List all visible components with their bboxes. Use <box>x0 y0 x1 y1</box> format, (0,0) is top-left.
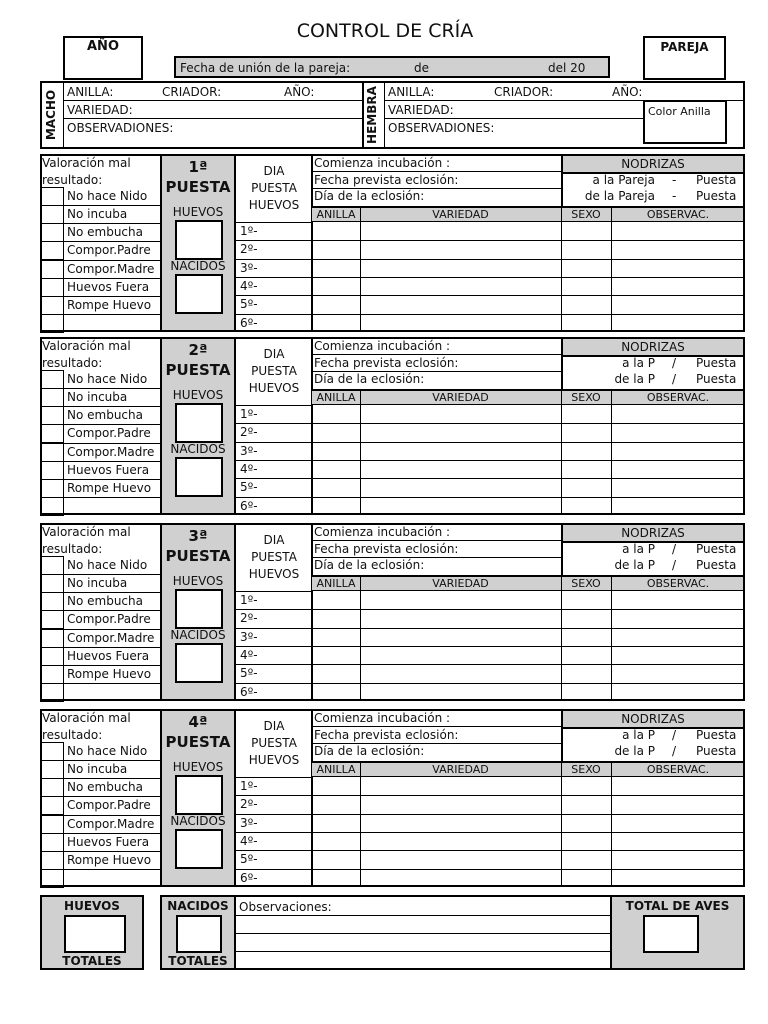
union-label: Fecha de unión de la pareja: <box>180 61 351 75</box>
eval-item: Huevos Fuera <box>67 280 150 294</box>
day-label: 1º- <box>240 779 258 793</box>
col-anilla: ANILLA <box>316 763 356 776</box>
macho-variedad: VARIEDAD: <box>67 103 133 117</box>
chick-row[interactable] <box>312 259 743 260</box>
nodriza-1b: / <box>672 542 677 556</box>
nacidos-field[interactable] <box>175 274 223 314</box>
eval-item: Compor.Madre <box>67 631 155 645</box>
hembra-anilla: ANILLA: <box>388 85 435 99</box>
puesta-number: 1ª <box>188 158 208 176</box>
eval-title-1: Valoración mal <box>42 711 131 725</box>
eval-checkbox[interactable] <box>40 205 64 224</box>
eval-title-2: resultado: <box>42 728 103 742</box>
eval-title-2: resultado: <box>42 173 103 187</box>
dia-puesta-label: PUESTA <box>251 364 297 378</box>
huevos-field[interactable] <box>175 589 223 629</box>
macho-criador: CRIADOR: <box>162 85 222 99</box>
day-label: 2º- <box>240 797 258 811</box>
dia-huevos-label: HUEVOS <box>248 381 300 395</box>
eval-item: Compor.Madre <box>67 817 155 831</box>
huevos-label: HUEVOS <box>172 388 224 402</box>
day-label: 4º- <box>240 279 258 293</box>
day-label: 6º- <box>240 316 258 330</box>
nodriza-2b: - <box>672 189 677 203</box>
eval-checkbox[interactable] <box>40 869 64 888</box>
eval-item: Huevos Fuera <box>67 463 150 477</box>
hembra-observaciones: OBSERVADIONES: <box>388 121 495 135</box>
day-label: 3º- <box>240 261 258 275</box>
day-label: 4º- <box>240 462 258 476</box>
day-label: 6º- <box>240 499 258 513</box>
chick-row[interactable] <box>312 460 743 461</box>
day-label: 1º- <box>240 593 258 607</box>
eval-checkbox[interactable] <box>40 647 64 666</box>
hembra-label: HEMBRA <box>365 86 379 144</box>
day-label: 3º- <box>240 816 258 830</box>
comienza-label: Comienza incubación : <box>314 156 451 170</box>
eval-checkbox[interactable] <box>40 296 64 315</box>
eval-item: Huevos Fuera <box>67 649 150 663</box>
dia-label: DIA <box>263 719 285 733</box>
eval-item: Compor.Padre <box>67 612 151 626</box>
nacidos-field[interactable] <box>175 829 223 869</box>
nodriza-2c: Puesta <box>696 744 737 758</box>
chick-row[interactable] <box>312 850 743 851</box>
day-label: 3º- <box>240 630 258 644</box>
col-observac: OBSERVAC. <box>646 763 710 776</box>
puesta-label: PUESTA <box>165 361 231 379</box>
dia-puesta-label: PUESTA <box>251 736 297 750</box>
eval-checkbox[interactable] <box>40 424 64 443</box>
union-de: de <box>414 61 429 75</box>
col-sexo: SEXO <box>571 208 601 221</box>
eval-checkbox[interactable] <box>40 479 64 498</box>
col-observac: OBSERVAC. <box>646 391 710 404</box>
eval-item: Compor.Padre <box>67 798 151 812</box>
eval-checkbox[interactable] <box>40 461 64 480</box>
nodriza-1a: a la Pareja <box>592 173 655 187</box>
hembra-ano: AÑO: <box>612 85 643 99</box>
total-huevos-box <box>40 895 144 970</box>
puesta-label: PUESTA <box>165 178 231 196</box>
dia-label: DIA <box>263 347 285 361</box>
huevos-label: HUEVOS <box>172 574 224 588</box>
chick-row[interactable] <box>312 795 743 796</box>
eval-item: No incuba <box>67 207 128 221</box>
day-label: 6º- <box>240 685 258 699</box>
nodriza-2a: de la P <box>614 558 655 572</box>
chick-row[interactable] <box>312 609 743 610</box>
eval-title-2: resultado: <box>42 356 103 370</box>
footer-observaciones-label: Observaciones: <box>239 900 332 914</box>
dia-eclosion-label: Día de la eclosión: <box>314 189 425 203</box>
huevos-label: HUEVOS <box>172 205 224 219</box>
nacidos-label: NACIDOS <box>170 814 226 828</box>
col-anilla: ANILLA <box>316 391 356 404</box>
page-title: CONTROL DE CRÍA <box>296 20 474 42</box>
nodriza-1b: - <box>672 173 677 187</box>
eval-checkbox[interactable] <box>40 556 64 575</box>
eval-checkbox[interactable] <box>40 241 64 260</box>
eval-checkbox[interactable] <box>40 742 64 761</box>
nodriza-2b: / <box>672 744 677 758</box>
eval-item: No embucha <box>67 225 143 239</box>
nodriza-2b: / <box>672 372 677 386</box>
nodriza-1c: Puesta <box>696 356 737 370</box>
chick-row[interactable] <box>312 814 743 815</box>
huevos-label: HUEVOS <box>172 760 224 774</box>
footer-totales-label: TOTALES <box>62 954 122 968</box>
chick-row[interactable] <box>312 646 743 647</box>
nodriza-1c: Puesta <box>696 542 737 556</box>
nacidos-field[interactable] <box>175 643 223 683</box>
eval-checkbox[interactable] <box>40 223 64 242</box>
fecha-prevista-label: Fecha prevista eclosión: <box>314 356 459 370</box>
chick-row[interactable] <box>312 240 743 241</box>
nodriza-2a: de la P <box>614 372 655 386</box>
col-variedad: VARIEDAD <box>432 391 489 404</box>
nacidos-label: NACIDOS <box>170 259 226 273</box>
eval-item: No embucha <box>67 408 143 422</box>
eval-checkbox[interactable] <box>40 796 64 815</box>
day-label: 5º- <box>240 297 258 311</box>
eval-checkbox[interactable] <box>40 665 64 684</box>
nodriza-2c: Puesta <box>696 189 737 203</box>
dia-huevos-label: HUEVOS <box>248 567 300 581</box>
pair-label: PAREJA <box>660 40 709 54</box>
eval-checkbox[interactable] <box>40 833 64 852</box>
eval-checkbox[interactable] <box>40 443 64 462</box>
eval-title-1: Valoración mal <box>42 339 131 353</box>
huevos-field[interactable] <box>175 775 223 815</box>
color-anilla-label: Color Anilla <box>648 105 711 118</box>
nodriza-2a: de la P <box>614 744 655 758</box>
puesta-number: 3ª <box>188 527 208 545</box>
day-label: 1º- <box>240 224 258 238</box>
eval-checkbox[interactable] <box>40 314 64 333</box>
day-label: 4º- <box>240 834 258 848</box>
col-variedad: VARIEDAD <box>432 577 489 590</box>
macho-anilla: ANILLA: <box>67 85 114 99</box>
eval-item: No incuba <box>67 390 128 404</box>
nodrizas-label: NODRIZAS <box>621 340 685 354</box>
nacidos-label: NACIDOS <box>170 442 226 456</box>
total-nacidos-box <box>160 895 236 970</box>
eval-item: Compor.Madre <box>67 445 155 459</box>
nodriza-1a: a la P <box>622 356 655 370</box>
day-label: 2º- <box>240 611 258 625</box>
dia-puesta-label: PUESTA <box>251 550 297 564</box>
total-aves-label: TOTAL DE AVES <box>625 899 730 913</box>
nacidos-label: NACIDOS <box>170 628 226 642</box>
eval-title-2: resultado: <box>42 542 103 556</box>
eval-item: Compor.Madre <box>67 262 155 276</box>
col-observac: OBSERVAC. <box>646 208 710 221</box>
eval-checkbox[interactable] <box>40 260 64 279</box>
eval-item: Rompe Huevo <box>67 298 152 312</box>
comienza-label: Comienza incubación : <box>314 339 451 353</box>
col-variedad: VARIEDAD <box>432 208 489 221</box>
day-label: 3º- <box>240 444 258 458</box>
chick-row[interactable] <box>312 277 743 278</box>
nodriza-2c: Puesta <box>696 558 737 572</box>
puesta-label: PUESTA <box>165 547 231 565</box>
eval-item: No hace Nido <box>67 372 148 386</box>
eval-checkbox[interactable] <box>40 592 64 611</box>
footer-nacidos-totales-label: TOTALES <box>168 954 228 968</box>
day-label: 5º- <box>240 480 258 494</box>
year-box <box>63 36 143 80</box>
dia-eclosion-label: Día de la eclosión: <box>314 372 425 386</box>
chick-row[interactable] <box>312 478 743 479</box>
eval-item: No incuba <box>67 576 128 590</box>
eval-item: Rompe Huevo <box>67 481 152 495</box>
color-anilla-box <box>643 100 727 144</box>
eval-item: No incuba <box>67 762 128 776</box>
day-label: 6º- <box>240 871 258 885</box>
dia-eclosion-label: Día de la eclosión: <box>314 744 425 758</box>
col-sexo: SEXO <box>571 577 601 590</box>
hembra-criador: CRIADOR: <box>494 85 554 99</box>
eval-item: Compor.Padre <box>67 243 151 257</box>
col-variedad: VARIEDAD <box>432 763 489 776</box>
eval-item: Compor.Padre <box>67 426 151 440</box>
fecha-prevista-label: Fecha prevista eclosión: <box>314 542 459 556</box>
eval-checkbox[interactable] <box>40 629 64 648</box>
eval-checkbox[interactable] <box>40 851 64 870</box>
col-sexo: SEXO <box>571 391 601 404</box>
col-anilla: ANILLA <box>316 208 356 221</box>
nodriza-1a: a la P <box>622 542 655 556</box>
nodrizas-label: NODRIZAS <box>621 157 685 171</box>
union-del: del 20 <box>548 61 586 75</box>
footer-huevos-label: HUEVOS <box>64 899 120 913</box>
eval-checkbox[interactable] <box>40 370 64 389</box>
fecha-prevista-label: Fecha prevista eclosión: <box>314 173 459 187</box>
eval-checkbox[interactable] <box>40 388 64 407</box>
eval-item: No hace Nido <box>67 744 148 758</box>
day-label: 2º- <box>240 242 258 256</box>
nodriza-1c: Puesta <box>696 173 737 187</box>
eval-checkbox[interactable] <box>40 497 64 516</box>
macho-label: MACHO <box>44 89 58 141</box>
puesta-number: 2ª <box>188 341 208 359</box>
nodriza-1a: a la P <box>622 728 655 742</box>
chick-row[interactable] <box>312 683 743 684</box>
eval-checkbox[interactable] <box>40 683 64 702</box>
dia-huevos-label: HUEVOS <box>248 198 300 212</box>
day-label: 5º- <box>240 666 258 680</box>
chick-row[interactable] <box>312 664 743 665</box>
puesta-label: PUESTA <box>165 733 231 751</box>
dia-label: DIA <box>263 164 285 178</box>
eval-checkbox[interactable] <box>40 610 64 629</box>
chick-row[interactable] <box>312 832 743 833</box>
hembra-variedad: VARIEDAD: <box>388 103 454 117</box>
dia-label: DIA <box>263 533 285 547</box>
eval-checkbox[interactable] <box>40 187 64 206</box>
col-anilla: ANILLA <box>316 577 356 590</box>
day-label: 4º- <box>240 648 258 662</box>
macho-observaciones: OBSERVADIONES: <box>67 121 174 135</box>
chick-row[interactable] <box>312 423 743 424</box>
total-aves-field[interactable] <box>643 915 699 953</box>
dia-puesta-label: PUESTA <box>251 181 297 195</box>
nodriza-1c: Puesta <box>696 728 737 742</box>
eval-item: Rompe Huevo <box>67 853 152 867</box>
total-huevos-field[interactable] <box>64 915 126 953</box>
eval-checkbox[interactable] <box>40 815 64 834</box>
eval-title-1: Valoración mal <box>42 156 131 170</box>
total-nacidos-field[interactable] <box>176 915 222 953</box>
dia-eclosion-label: Día de la eclosión: <box>314 558 425 572</box>
union-date-box <box>174 56 610 78</box>
nodriza-1b: / <box>672 356 677 370</box>
col-observac: OBSERVAC. <box>646 577 710 590</box>
chick-row[interactable] <box>312 442 743 443</box>
chick-row[interactable] <box>312 314 743 315</box>
pair-box <box>643 36 726 80</box>
eval-title-1: Valoración mal <box>42 525 131 539</box>
chick-row[interactable] <box>312 869 743 870</box>
nacidos-field[interactable] <box>175 457 223 497</box>
chick-row[interactable] <box>312 628 743 629</box>
total-aves-box <box>610 895 745 970</box>
nodriza-2c: Puesta <box>696 372 737 386</box>
eval-checkbox[interactable] <box>40 760 64 779</box>
col-sexo: SEXO <box>571 763 601 776</box>
nodriza-2b: / <box>672 558 677 572</box>
huevos-field[interactable] <box>175 220 223 260</box>
day-label: 2º- <box>240 425 258 439</box>
eval-item: No hace Nido <box>67 189 148 203</box>
nodriza-2a: de la Pareja <box>584 189 655 203</box>
fecha-prevista-label: Fecha prevista eclosión: <box>314 728 459 742</box>
macho-ano: AÑO: <box>284 85 315 99</box>
eval-item: No embucha <box>67 594 143 608</box>
nodrizas-label: NODRIZAS <box>621 712 685 726</box>
chick-row[interactable] <box>312 295 743 296</box>
eval-item: Huevos Fuera <box>67 835 150 849</box>
eval-item: No hace Nido <box>67 558 148 572</box>
puesta-number: 4ª <box>188 713 208 731</box>
comienza-label: Comienza incubación : <box>314 525 451 539</box>
footer-nacidos-label: NACIDOS <box>167 899 229 913</box>
day-label: 5º- <box>240 852 258 866</box>
huevos-field[interactable] <box>175 403 223 443</box>
eval-item: No embucha <box>67 780 143 794</box>
eval-checkbox[interactable] <box>40 278 64 297</box>
year-label: AÑO <box>87 39 119 54</box>
nodrizas-label: NODRIZAS <box>621 526 685 540</box>
eval-item: Rompe Huevo <box>67 667 152 681</box>
chick-row[interactable] <box>312 497 743 498</box>
comienza-label: Comienza incubación : <box>314 711 451 725</box>
nodriza-1b: / <box>672 728 677 742</box>
eval-checkbox[interactable] <box>40 406 64 425</box>
eval-checkbox[interactable] <box>40 778 64 797</box>
dia-huevos-label: HUEVOS <box>248 753 300 767</box>
eval-checkbox[interactable] <box>40 574 64 593</box>
day-label: 1º- <box>240 407 258 421</box>
